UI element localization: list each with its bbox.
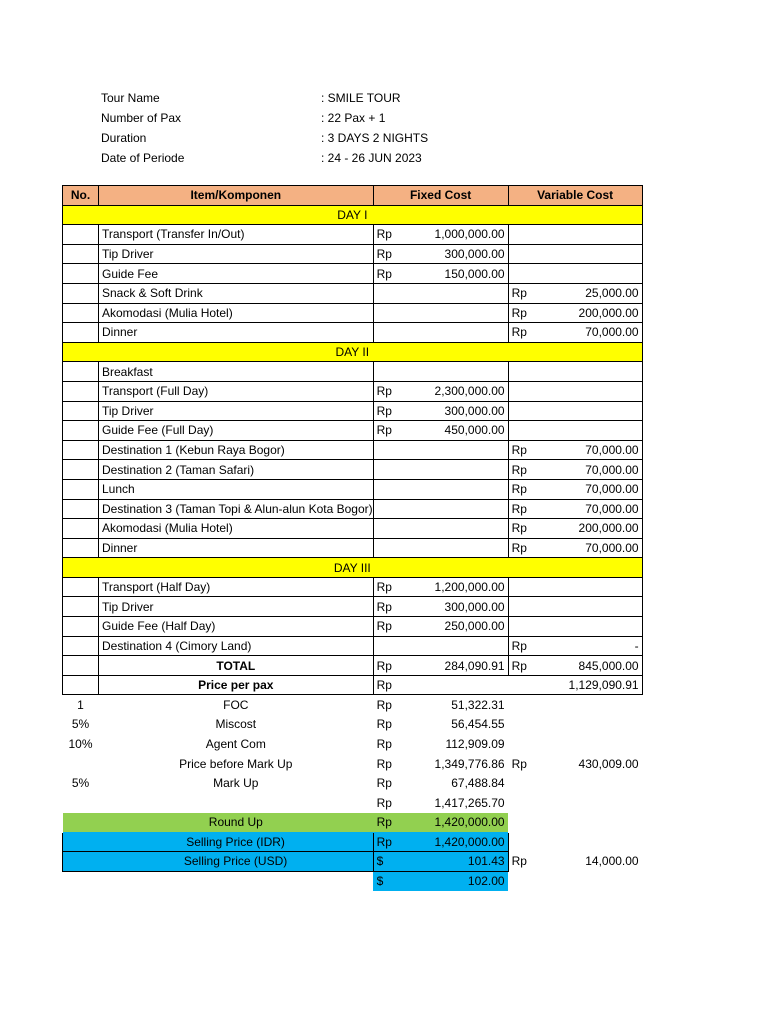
variable-value: [561, 597, 642, 617]
table-row: [63, 577, 643, 597]
variable-currency: [508, 577, 561, 597]
total-row: [63, 656, 643, 676]
summary-label: Mark Up: [213, 776, 259, 791]
fixed-currency: Rp: [373, 577, 426, 597]
table-row: [63, 519, 643, 539]
table-header-row: [63, 186, 643, 206]
round-up-value: 1,420,000.00: [426, 813, 508, 833]
item-name: Akomodasi (Mulia Hotel): [99, 303, 374, 323]
item-name: Tip Driver: [99, 244, 374, 264]
variable-currency: [508, 225, 561, 245]
summary-extra-value: [561, 773, 642, 793]
item-name: Lunch: [99, 479, 374, 499]
summary-no: 10%: [68, 736, 93, 751]
fixed-currency: Rp: [373, 401, 426, 421]
item-name: Destination 2 (Taman Safari): [99, 460, 374, 480]
variable-currency: [508, 244, 561, 264]
item-name: Snack & Soft Drink: [99, 283, 374, 303]
variable-value: 70,000.00: [561, 499, 642, 519]
cost-table: [62, 185, 643, 891]
summary-value: 112,909.09: [445, 736, 505, 751]
fixed-currency: [373, 440, 426, 460]
row-no: [63, 264, 99, 284]
fixed-currency: Rp: [373, 597, 426, 617]
fixed-value: [426, 479, 508, 499]
tour-name-label: Tour Name: [101, 91, 160, 105]
summary-currency: Rp: [376, 697, 392, 712]
day-1-header: [63, 205, 643, 225]
total-label: TOTAL: [99, 656, 374, 676]
fixed-value: 450,000.00: [426, 421, 508, 441]
item-name: Guide Fee (Half Day): [99, 617, 374, 637]
summary-value: 1,417,265.70: [434, 795, 505, 810]
table-row: [63, 303, 643, 323]
fixed-currency: Rp: [373, 617, 426, 637]
summary-currency: Rp: [376, 736, 392, 751]
summary-row: [63, 734, 643, 754]
exchange-rate-value: 14,000.00: [585, 854, 639, 869]
day-3-rows: [63, 577, 643, 655]
table-row: [63, 538, 643, 558]
variable-value: 200,000.00: [561, 519, 642, 539]
period-row: [101, 148, 501, 168]
variable-value: [561, 617, 642, 637]
summary-no: [63, 793, 99, 813]
day-3-header: [63, 558, 643, 578]
tour-name-row: [101, 88, 501, 108]
fixed-value: 150,000.00: [426, 264, 508, 284]
summary-extra-value: [561, 695, 642, 715]
usd-rounded-value: 102.00: [426, 871, 508, 891]
selling-idr-currency: Rp: [373, 832, 426, 852]
fixed-currency: [373, 479, 426, 499]
day-3-title: DAY III: [63, 558, 643, 578]
item-name: Transport (Transfer In/Out): [99, 225, 374, 245]
row-no: [63, 303, 99, 323]
fixed-value: [426, 283, 508, 303]
summary-row: [63, 754, 643, 774]
variable-value: 200,000.00: [561, 303, 642, 323]
fixed-value: [426, 538, 508, 558]
fixed-value: 300,000.00: [426, 401, 508, 421]
summary-extra-currency: [508, 793, 561, 813]
price-per-pax-label: Price per pax: [99, 675, 374, 695]
table-row: [63, 264, 643, 284]
summary-extra-value: 430,009.00: [578, 756, 639, 771]
fixed-currency: [373, 519, 426, 539]
summary-value: 56,454.55: [451, 717, 505, 732]
item-name: Guide Fee (Full Day): [99, 421, 374, 441]
selling-usd-symbol: $: [373, 852, 426, 872]
summary-no: 5%: [71, 717, 90, 732]
period-value: : 24 - 26 JUN 2023: [321, 151, 422, 165]
summary-extra-currency: Rp: [511, 756, 527, 771]
fixed-currency: Rp: [373, 421, 426, 441]
variable-value: [561, 244, 642, 264]
item-name: Transport (Full Day): [99, 381, 374, 401]
row-no: [63, 597, 99, 617]
item-name: Transport (Half Day): [99, 577, 374, 597]
row-no: [63, 401, 99, 421]
summary-rows: [63, 695, 643, 813]
selling-idr-row: [63, 832, 643, 852]
variable-value: [561, 362, 642, 382]
fixed-value: [426, 519, 508, 539]
row-no: [63, 617, 99, 637]
day-2-title: DAY II: [63, 342, 643, 362]
fixed-currency: [373, 636, 426, 656]
day-1-rows: [63, 225, 643, 343]
summary-extra-value: [561, 734, 642, 754]
day-1-title: DAY I: [63, 205, 643, 225]
variable-value: 25,000.00: [561, 283, 642, 303]
variable-currency: [508, 381, 561, 401]
col-variable-header: Variable Cost: [508, 186, 642, 206]
col-item-header: Item/Komponen: [99, 186, 374, 206]
summary-no: 5%: [71, 776, 90, 791]
row-no: [63, 283, 99, 303]
fixed-currency: Rp: [373, 264, 426, 284]
row-no: [63, 440, 99, 460]
variable-currency: [508, 597, 561, 617]
fixed-value: 300,000.00: [426, 244, 508, 264]
summary-row: [63, 695, 643, 715]
table-row: [63, 323, 643, 343]
summary-no: 1: [77, 697, 84, 712]
day-2-header: [63, 342, 643, 362]
variable-value: [561, 421, 642, 441]
variable-currency: Rp: [508, 440, 561, 460]
summary-extra-currency: [508, 734, 561, 754]
table-row: [63, 460, 643, 480]
total-variable-value: 845,000.00: [561, 656, 642, 676]
fixed-currency: [373, 323, 426, 343]
summary-label: Agent Com: [205, 736, 266, 751]
variable-currency: Rp: [508, 519, 561, 539]
col-no-header: No.: [63, 186, 99, 206]
table-row: [63, 244, 643, 264]
price-per-pax-row: [63, 675, 643, 695]
selling-idr-label: Selling Price (IDR): [99, 832, 374, 852]
fixed-value: [426, 362, 508, 382]
row-no: [63, 362, 99, 382]
table-row: [63, 479, 643, 499]
summary-currency: Rp: [376, 795, 392, 810]
price-per-pax-currency: Rp: [373, 675, 426, 695]
variable-currency: [508, 617, 561, 637]
variable-value: 70,000.00: [561, 479, 642, 499]
selling-usd-label: Selling Price (USD): [99, 852, 374, 872]
fixed-currency: [373, 460, 426, 480]
variable-currency: [508, 264, 561, 284]
summary-extra-value: [561, 715, 642, 735]
table-row: [63, 283, 643, 303]
usd-rounded-row: [63, 871, 643, 891]
row-no: [63, 323, 99, 343]
table-row: [63, 421, 643, 441]
fixed-value: 2,300,000.00: [426, 381, 508, 401]
row-no: [63, 636, 99, 656]
variable-value: 70,000.00: [561, 440, 642, 460]
fixed-value: [426, 440, 508, 460]
pax-row: [101, 108, 501, 128]
fixed-currency: [373, 283, 426, 303]
summary-extra-currency: [508, 773, 561, 793]
variable-value: [561, 577, 642, 597]
usd-rounded-symbol: $: [373, 871, 426, 891]
fixed-currency: Rp: [373, 381, 426, 401]
variable-currency: Rp: [508, 479, 561, 499]
variable-currency: Rp: [508, 538, 561, 558]
variable-currency: [508, 401, 561, 421]
selling-usd-row: [63, 852, 643, 872]
variable-currency: [508, 362, 561, 382]
total-fixed-currency: Rp: [373, 656, 426, 676]
round-up-row: [63, 813, 643, 833]
table-row: [63, 401, 643, 421]
row-no: [63, 479, 99, 499]
fixed-value: 1,200,000.00: [426, 577, 508, 597]
item-name: Breakfast: [99, 362, 374, 382]
row-no: [63, 519, 99, 539]
item-name: Tip Driver: [99, 401, 374, 421]
summary-label: FOC: [223, 697, 249, 712]
summary-extra-currency: [508, 715, 561, 735]
table-row: [63, 499, 643, 519]
variable-currency: Rp: [508, 499, 561, 519]
summary-row: [63, 773, 643, 793]
summary-no: [63, 754, 99, 774]
pax-label: Number of Pax: [101, 111, 182, 125]
variable-currency: Rp: [508, 460, 561, 480]
tour-name-value: : SMILE TOUR: [321, 91, 401, 105]
variable-value: 70,000.00: [561, 538, 642, 558]
variable-value: 70,000.00: [561, 460, 642, 480]
round-up-label: Round Up: [99, 813, 374, 833]
item-name: Akomodasi (Mulia Hotel): [99, 519, 374, 539]
summary-value: 1,349,776.86: [434, 756, 505, 771]
variable-value: [561, 225, 642, 245]
table-row: [63, 381, 643, 401]
fixed-value: [426, 460, 508, 480]
price-per-pax-value: 1,129,090.91: [561, 675, 642, 695]
fixed-value: [426, 323, 508, 343]
summary-row: [63, 793, 643, 813]
total-variable-currency: Rp: [508, 656, 561, 676]
item-name: Guide Fee: [99, 264, 374, 284]
row-no: [63, 499, 99, 519]
variable-value: [561, 381, 642, 401]
fixed-value: [426, 303, 508, 323]
fixed-value: [426, 499, 508, 519]
variable-value: [561, 264, 642, 284]
variable-currency: Rp: [508, 283, 561, 303]
pax-value: : 22 Pax + 1: [321, 111, 386, 125]
duration-row: [101, 128, 501, 148]
round-up-currency: Rp: [373, 813, 426, 833]
row-no: [63, 244, 99, 264]
summary-label: Miscost: [215, 717, 257, 732]
summary-currency: Rp: [376, 776, 392, 791]
row-no: [63, 538, 99, 558]
table-row: [63, 362, 643, 382]
summary-currency: Rp: [376, 717, 392, 732]
fixed-currency: Rp: [373, 244, 426, 264]
exchange-currency: Rp: [511, 854, 527, 869]
table-row: [63, 597, 643, 617]
item-name: Dinner: [99, 538, 374, 558]
fixed-value: 300,000.00: [426, 597, 508, 617]
tour-info: [101, 88, 501, 168]
item-name: Destination 4 (Cimory Land): [99, 636, 374, 656]
item-name: Tip Driver: [99, 597, 374, 617]
summary-extra-value: [561, 793, 642, 813]
table-row: [63, 440, 643, 460]
fixed-currency: [373, 303, 426, 323]
summary-row: [63, 715, 643, 735]
table-row: [63, 617, 643, 637]
table-row: [63, 636, 643, 656]
row-no: [63, 381, 99, 401]
col-fixed-header: Fixed Cost: [373, 186, 508, 206]
item-name: Destination 1 (Kebun Raya Bogor): [99, 440, 374, 460]
row-no: [63, 460, 99, 480]
fixed-currency: [373, 538, 426, 558]
fixed-value: 1,000,000.00: [426, 225, 508, 245]
summary-label: [99, 793, 374, 813]
summary-extra-currency: [508, 695, 561, 715]
variable-value: [561, 401, 642, 421]
row-no: [63, 225, 99, 245]
row-no: [63, 421, 99, 441]
summary-currency: Rp: [376, 756, 392, 771]
item-name: Destination 3 (Taman Topi & Alun-alun Kota Bogor): [99, 499, 374, 519]
variable-currency: Rp: [508, 636, 561, 656]
duration-label: Duration: [101, 131, 147, 145]
total-fixed-value: 284,090.91: [426, 656, 508, 676]
variable-currency: [508, 421, 561, 441]
variable-currency: Rp: [508, 303, 561, 323]
variable-value: -: [561, 636, 642, 656]
selling-idr-value: 1,420,000.00: [426, 832, 508, 852]
selling-usd-value: 101.43: [426, 852, 508, 872]
summary-value: 51,322.31: [451, 697, 505, 712]
duration-value: : 3 DAYS 2 NIGHTS: [321, 131, 429, 145]
summary-label: Price before Mark Up: [179, 756, 293, 771]
day-2-rows: [63, 362, 643, 558]
summary-value: 67,488.84: [451, 776, 505, 791]
item-name: Dinner: [99, 323, 374, 343]
table-row: [63, 225, 643, 245]
variable-value: 70,000.00: [561, 323, 642, 343]
variable-currency: Rp: [508, 323, 561, 343]
fixed-value: 250,000.00: [426, 617, 508, 637]
period-label: Date of Periode: [101, 151, 185, 165]
fixed-value: [426, 636, 508, 656]
fixed-currency: [373, 499, 426, 519]
fixed-currency: Rp: [373, 225, 426, 245]
fixed-currency: [373, 362, 426, 382]
row-no: [63, 577, 99, 597]
